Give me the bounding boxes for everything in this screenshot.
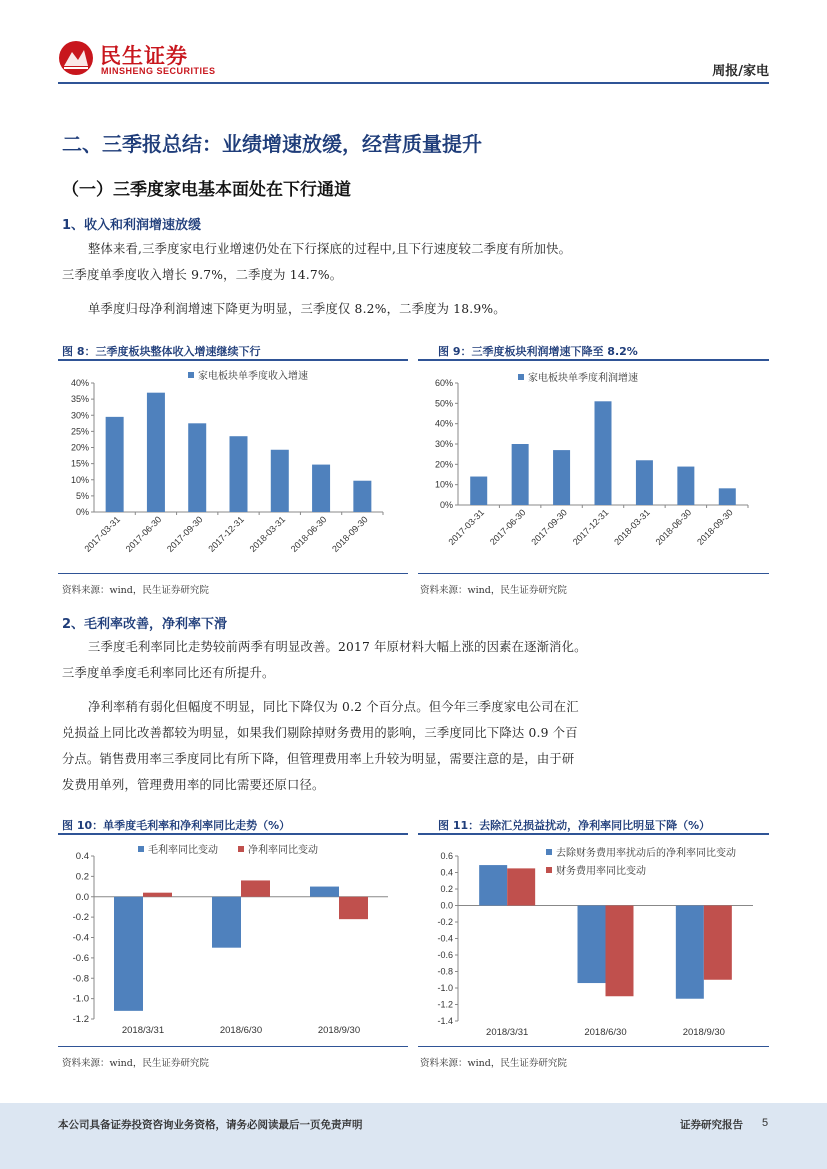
- y-tick-label: 40%: [434, 418, 453, 429]
- bar-fig10-s1-c2: [339, 897, 368, 919]
- legend-label: 去除财务费用率扰动后的净利率同比变动: [556, 848, 736, 859]
- bar-fig8-s0-c5: [312, 465, 330, 512]
- subsection-2-title: 2、毛利率改善，净利率下滑: [62, 617, 228, 632]
- bar-fig8-s0-c4: [271, 450, 289, 512]
- y-tick-label: -0.8: [437, 966, 453, 977]
- figure-10-title: 图 10：单季度毛利率和净利率同比走势（%）: [62, 819, 291, 832]
- figure-11-title: 图 11：去除汇兑损益扰动，净利率同比明显下降（%）: [438, 819, 711, 832]
- x-tick-label: 2018-03-31: [612, 507, 652, 547]
- figure-10-bottom-rule: [58, 1046, 408, 1047]
- logo-text-cn: 民生证券: [100, 44, 188, 68]
- y-tick-label: -1.0: [437, 983, 453, 993]
- bar-fig11-s1-c0: [507, 868, 535, 905]
- legend-swatch: [518, 374, 524, 380]
- bar-fig8-s0-c0: [106, 417, 124, 512]
- y-tick-label: -0.6: [72, 952, 89, 964]
- y-tick-label: 10%: [70, 474, 89, 485]
- y-tick-label: -0.4: [72, 932, 89, 944]
- paragraph-4-line1: 净利率稍有弱化但幅度不明显，同比下降仅为 0.2 个百分点。但今年三季度家电公司在汇: [88, 700, 579, 714]
- y-tick-label: -0.8: [72, 973, 89, 985]
- bar-fig10-s0-c1: [212, 897, 241, 948]
- bar-fig10-s1-c1: [241, 880, 270, 896]
- x-tick-label: 2017-12-31: [570, 507, 611, 547]
- figure-10-chart: [58, 838, 408, 1043]
- bar-fig10-s0-c2: [310, 887, 339, 897]
- y-tick-label: 30%: [434, 439, 453, 449]
- section-subtitle: （一）三季度家电基本面处在下行通道: [62, 180, 351, 200]
- y-tick-label: 5%: [75, 490, 89, 501]
- paragraph-4-line2: 兑损益上同比改善都较为明显，如果我们剔除掉财务费用的影响，三季度同比下降达 0.9 个百: [62, 726, 578, 740]
- figure-8-source: 资料来源：wind，民生证券研究院: [62, 585, 209, 596]
- paragraph-3-line1: 三季度毛利率同比走势较前两季有明显改善。2017 年原材料大幅上涨的因素在逐渐消化。: [88, 640, 587, 654]
- x-tick-label: 2018-06-30: [653, 507, 694, 547]
- y-tick-label: 25%: [70, 426, 89, 437]
- section-title: 二、三季报总结：业绩增速放缓，经营质量提升: [62, 132, 482, 156]
- x-tick-label: 2017-09-30: [164, 514, 205, 554]
- legend-swatch: [238, 846, 244, 852]
- page-number: 5: [762, 1117, 769, 1129]
- minsheng-logo-icon: [58, 40, 94, 76]
- paragraph-1-line1: 整体来看,三季度家电行业增速仍处在下行探底的过程中,且下行速度较二季度有所加快。: [88, 242, 572, 256]
- y-tick-label: 20%: [70, 442, 89, 453]
- bar-fig8-s0-c1: [147, 393, 165, 512]
- x-tick-label: 2017-12-31: [206, 514, 246, 554]
- x-tick-label: 2018/9/30: [317, 1025, 361, 1036]
- y-tick-label: 0.0: [440, 900, 453, 911]
- footer-disclaimer: 本公司具备证券投资咨询业务资格，请务必阅读最后一页免责声明: [58, 1119, 363, 1131]
- header-divider: [58, 82, 769, 84]
- y-tick-label: -1.2: [72, 1014, 89, 1025]
- x-tick-label: 2017-06-30: [123, 514, 164, 554]
- y-tick-label: 0%: [75, 507, 89, 517]
- x-tick-label: 2017-06-30: [487, 507, 528, 547]
- legend-swatch: [546, 867, 552, 873]
- bar-fig9-s0-c0: [470, 477, 487, 505]
- x-tick-label: 2017-03-31: [82, 514, 123, 554]
- figure-8-rule: [58, 359, 408, 361]
- y-tick-label: 0.0: [75, 891, 89, 903]
- figure-8-title: 图 8：三季度板块整体收入增速继续下行: [62, 345, 261, 358]
- y-tick-label: 0.2: [75, 871, 89, 883]
- y-tick-label: 40%: [70, 378, 89, 388]
- y-tick-label: -1.0: [72, 993, 89, 1005]
- y-tick-label: 60%: [434, 378, 453, 388]
- x-tick-label: 2017-03-31: [446, 507, 487, 547]
- figure-10-rule: [58, 833, 408, 835]
- x-tick-label: 2018-06-30: [288, 514, 329, 554]
- legend-label: 财务费用率同比变动: [556, 866, 646, 877]
- legend-swatch: [138, 846, 144, 852]
- bar-fig8-s0-c2: [188, 423, 206, 512]
- figure-8-bottom-rule: [58, 573, 408, 574]
- x-tick-label: 2017-09-30: [529, 507, 569, 547]
- figure-9-rule: [418, 359, 769, 361]
- bar-fig9-s0-c4: [636, 460, 653, 505]
- y-tick-label: 0.2: [440, 884, 453, 894]
- legend-label: 家电板块单季度利润增速: [528, 373, 638, 384]
- y-tick-label: 0.6: [440, 851, 453, 861]
- y-tick-label: -0.4: [437, 933, 453, 944]
- footer-report-label: 证券研究报告: [680, 1119, 743, 1131]
- bar-fig8-s0-c3: [230, 436, 248, 512]
- paragraph-3-line2: 三季度单季度毛利率同比还有所提升。: [62, 666, 275, 680]
- footer-bar: [0, 1103, 827, 1169]
- y-tick-label: 30%: [70, 410, 89, 421]
- y-tick-label: -0.2: [437, 917, 453, 927]
- bar-fig11-s1-c2: [704, 906, 732, 980]
- x-tick-label: 2018/6/30: [219, 1025, 263, 1036]
- legend-swatch: [188, 372, 194, 378]
- bar-fig11-s0-c0: [479, 865, 507, 905]
- bar-fig9-s0-c3: [595, 401, 612, 505]
- y-tick-label: 50%: [434, 398, 453, 409]
- logo-text-en: MINSHENG SECURITIES: [101, 66, 216, 76]
- figure-9-chart: [418, 365, 769, 570]
- bar-fig9-s0-c5: [677, 467, 694, 505]
- x-tick-label: 2018/9/30: [682, 1027, 725, 1038]
- figure-11-rule: [418, 833, 769, 835]
- x-tick-label: 2018/3/31: [121, 1025, 165, 1036]
- bar-fig11-s1-c1: [606, 906, 634, 997]
- y-tick-label: 10%: [434, 479, 453, 490]
- figure-9-source: 资料来源：wind，民生证券研究院: [420, 585, 567, 596]
- figure-11-chart: [418, 838, 769, 1043]
- x-tick-label: 2018/6/30: [584, 1027, 627, 1038]
- y-tick-label: -1.4: [437, 1016, 453, 1026]
- paragraph-4-line3: 分点。销售费用率三季度同比有所下降，但管理费用率上升较为明显，需要注意的是，由于研: [62, 752, 575, 766]
- bar-fig9-s0-c1: [512, 444, 529, 505]
- bar-fig8-s0-c6: [353, 481, 371, 512]
- x-tick-label: 2018-09-30: [695, 507, 735, 547]
- x-tick-label: 2018-03-31: [247, 514, 288, 554]
- report-type-label: 周报/家电: [712, 64, 769, 79]
- figure-8-chart: [58, 365, 408, 570]
- y-tick-label: -0.6: [437, 950, 453, 960]
- bar-fig11-s0-c1: [578, 906, 606, 984]
- paragraph-1-line2: 三季度单季度收入增长 9.7%，二季度为 14.7%。: [62, 268, 343, 282]
- figure-9-title: 图 9：三季度板块利润增速下降至 8.2%: [438, 345, 638, 358]
- y-tick-label: -1.2: [437, 999, 453, 1010]
- bar-fig9-s0-c6: [719, 488, 736, 505]
- y-tick-label: 35%: [70, 394, 89, 405]
- subsection-1-title: 1、收入和利润增速放缓: [62, 218, 202, 233]
- bar-fig10-s1-c0: [143, 893, 172, 897]
- paragraph-4-line4: 发费用单列，管理费用率的同比需要还原口径。: [62, 778, 325, 792]
- figure-9-bottom-rule: [418, 573, 769, 574]
- legend-label: 毛利率同比变动: [148, 845, 218, 856]
- y-tick-label: 15%: [70, 458, 89, 469]
- x-tick-label: 2018-09-30: [330, 514, 370, 554]
- y-tick-label: -0.2: [72, 912, 89, 924]
- paragraph-2: 单季度归母净利润增速下降更为明显，三季度仅 8.2%，二季度为 18.9%。: [88, 302, 506, 316]
- legend-label: 净利率同比变动: [248, 845, 318, 856]
- y-tick-label: 0%: [439, 500, 453, 510]
- legend-label: 家电板块单季度收入增速: [198, 371, 308, 382]
- legend-swatch: [546, 849, 552, 855]
- bar-fig9-s0-c2: [553, 450, 570, 505]
- y-tick-label: 0.4: [440, 867, 453, 878]
- y-tick-label: 20%: [434, 459, 453, 470]
- bar-fig11-s0-c2: [676, 906, 704, 999]
- y-tick-label: 0.4: [75, 851, 89, 862]
- bar-fig10-s0-c0: [114, 897, 143, 1011]
- figure-11-source: 资料来源：wind，民生证券研究院: [420, 1058, 567, 1069]
- x-tick-label: 2018/3/31: [486, 1027, 529, 1038]
- figure-11-bottom-rule: [418, 1046, 769, 1047]
- figure-10-source: 资料来源：wind，民生证券研究院: [62, 1058, 209, 1069]
